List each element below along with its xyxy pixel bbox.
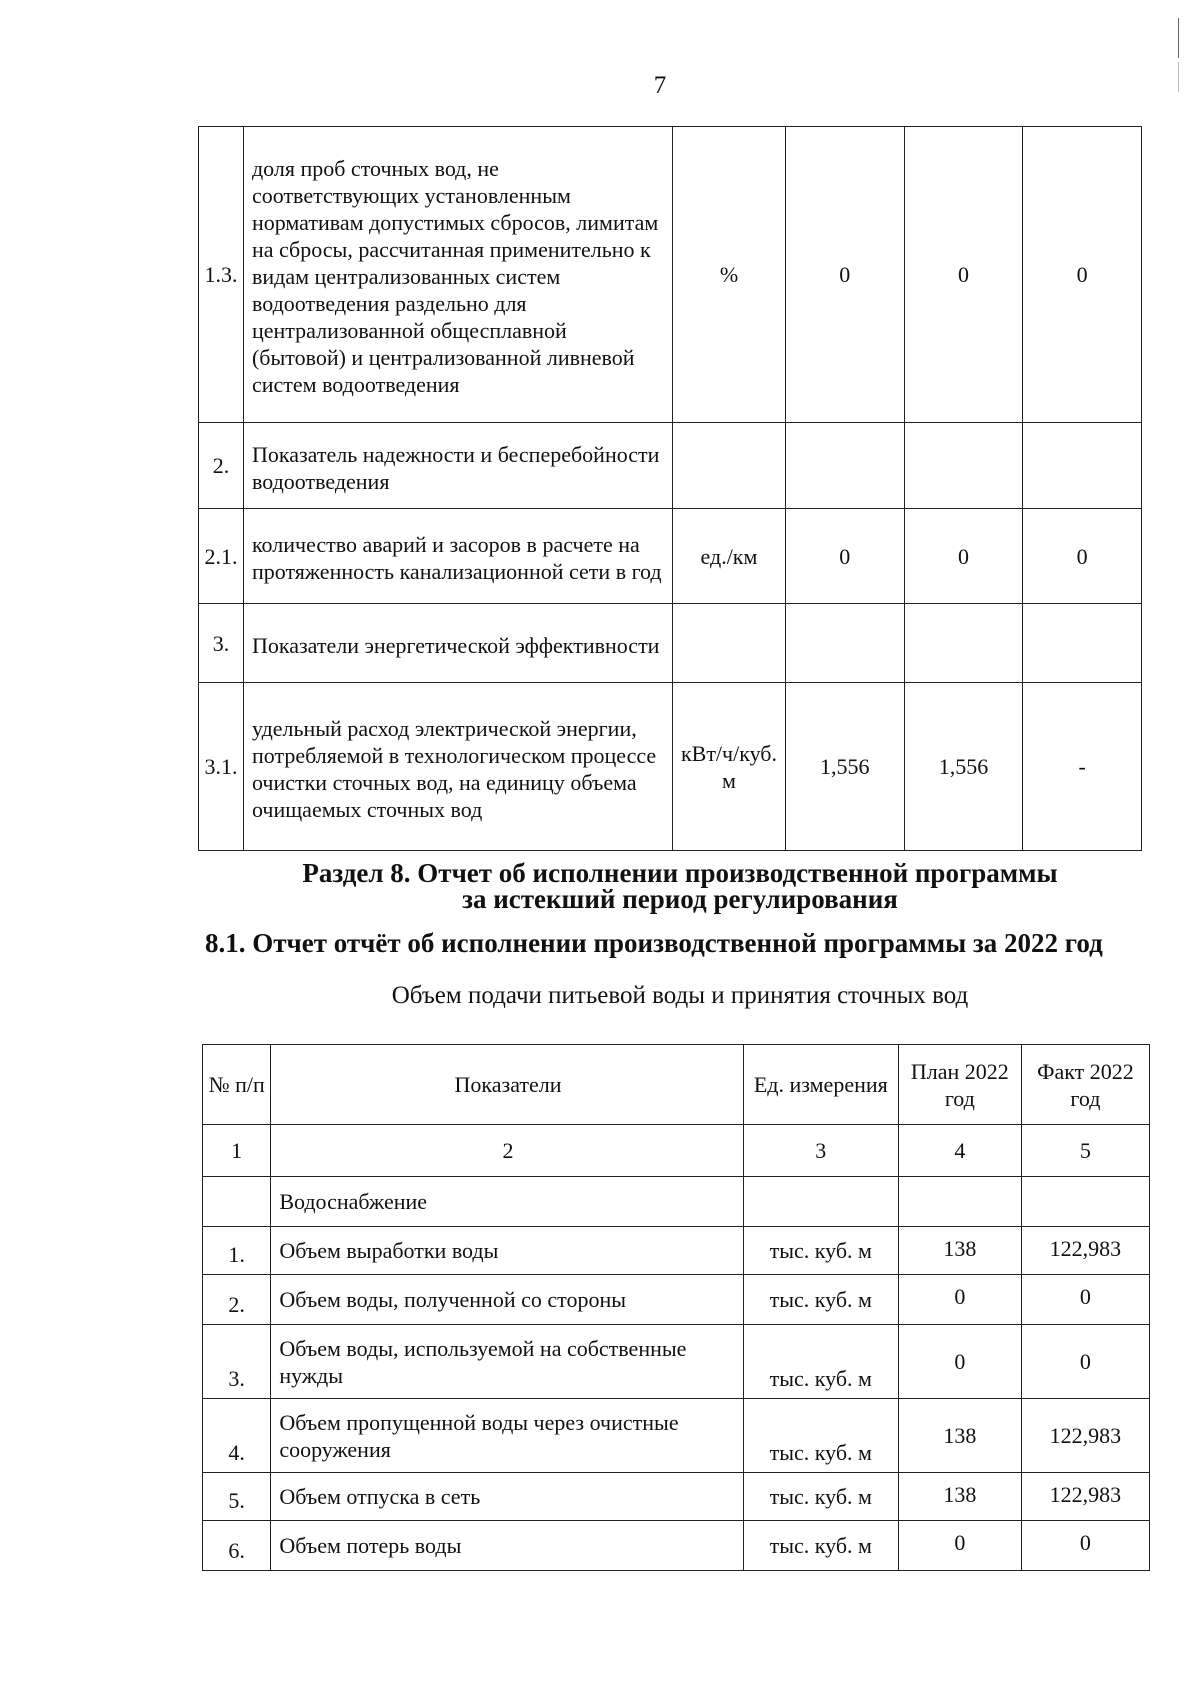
row-number: 3. (199, 604, 244, 683)
row-number: 1. (203, 1227, 271, 1275)
row-number: 2. (199, 423, 244, 509)
row-number: 3. (203, 1325, 271, 1399)
section-title-line-2: за истекший период регулирования (462, 884, 898, 914)
empty-cell (743, 1177, 898, 1227)
row-value-2: 1,556 (904, 683, 1023, 851)
row-indicator: Объем пропущенной воды через очистные сооружения (271, 1399, 743, 1473)
row-fact: 122,983 (1021, 1399, 1149, 1473)
row-value-3: 0 (1023, 127, 1142, 423)
column-number-row (203, 1125, 1150, 1177)
header-plan: План 2022 год (898, 1045, 1021, 1125)
row-unit: тыс. куб. м (743, 1399, 898, 1473)
row-value-3 (1023, 604, 1142, 683)
section-row (203, 1177, 1150, 1227)
row-value-1: 1,556 (785, 683, 904, 851)
row-value-2: 0 (904, 509, 1023, 604)
row-unit: кВт/ч/куб. м (673, 683, 786, 851)
row-number: 3.1. (199, 683, 244, 851)
row-value-1: 0 (785, 509, 904, 604)
header-indicators: Показатели (271, 1045, 743, 1125)
row-fact: 122,983 (1021, 1473, 1149, 1521)
section-title-line-1: Раздел 8. Отчет об исполнении производственной программы (302, 858, 1058, 888)
row-plan: 0 (898, 1275, 1021, 1325)
scan-edge-mark (1178, 18, 1179, 58)
table-row (203, 1473, 1150, 1521)
table-row (199, 509, 1142, 604)
table-row (203, 1227, 1150, 1275)
row-unit: тыс. куб. м (743, 1473, 898, 1521)
row-unit (673, 423, 786, 509)
row-fact: 0 (1021, 1521, 1149, 1571)
table-header-row (203, 1045, 1150, 1125)
section-row-label: Водоснабжение (271, 1177, 743, 1227)
indicators-table (198, 126, 1142, 851)
row-indicator: Объем потерь воды (271, 1521, 743, 1571)
row-unit: % (673, 127, 786, 423)
empty-cell (203, 1177, 271, 1227)
row-number: 6. (203, 1521, 271, 1571)
table-row (199, 604, 1142, 683)
row-unit: тыс. куб. м (743, 1325, 898, 1399)
header-unit: Ед. измерения (743, 1045, 898, 1125)
table-row (203, 1325, 1150, 1399)
row-fact: 0 (1021, 1275, 1149, 1325)
row-unit: тыс. куб. м (743, 1275, 898, 1325)
row-plan: 138 (898, 1227, 1021, 1275)
row-number: 1.3. (199, 127, 244, 423)
row-number: 2.1. (199, 509, 244, 604)
row-value-3 (1023, 423, 1142, 509)
page-number: 7 (653, 72, 667, 99)
row-description: удельный расход электрической энергии, потребляемой в технологическом процессе очистки сточных вод, на единицу объема очищаемых сточных вод (243, 683, 672, 851)
header-fact: Факт 2022 год (1021, 1045, 1149, 1125)
column-number: 3 (743, 1125, 898, 1177)
empty-cell (898, 1177, 1021, 1227)
row-unit: тыс. куб. м (743, 1227, 898, 1275)
column-number: 5 (1021, 1125, 1149, 1177)
row-description: Показатель надежности и бесперебойности водоотведения (243, 423, 672, 509)
table-row (199, 683, 1142, 851)
column-number: 2 (271, 1125, 743, 1177)
subsection-title: 8.1. Отчет отчёт об исполнении производственной программы за 2022 год (205, 928, 1103, 958)
row-plan: 0 (898, 1521, 1021, 1571)
row-value-2 (904, 604, 1023, 683)
table-row (203, 1275, 1150, 1325)
row-fact: 122,983 (1021, 1227, 1149, 1275)
row-value-2: 0 (904, 127, 1023, 423)
row-value-2 (904, 423, 1023, 509)
table-row (203, 1399, 1150, 1473)
table-row (199, 127, 1142, 423)
empty-cell (1021, 1177, 1149, 1227)
row-number: 5. (203, 1473, 271, 1521)
row-plan: 138 (898, 1399, 1021, 1473)
column-number: 4 (898, 1125, 1021, 1177)
row-plan: 0 (898, 1325, 1021, 1399)
row-indicator: Объем выработки воды (271, 1227, 743, 1275)
section-title (0, 860, 1200, 912)
row-description: Показатели энергетической эффективности (243, 604, 672, 683)
row-unit (673, 604, 786, 683)
row-value-1: 0 (785, 127, 904, 423)
row-fact: 0 (1021, 1325, 1149, 1399)
row-indicator: Объем воды, используемой на собственные нужды (271, 1325, 743, 1399)
row-number: 4. (203, 1399, 271, 1473)
row-value-1 (785, 604, 904, 683)
row-value-1 (785, 423, 904, 509)
column-number: 1 (203, 1125, 271, 1177)
row-indicator: Объем воды, полученной со стороны (271, 1275, 743, 1325)
row-unit: ед./км (673, 509, 786, 604)
row-unit: тыс. куб. м (743, 1521, 898, 1571)
table-caption: Объем подачи питьевой воды и принятия сточных вод (391, 982, 969, 1009)
row-number: 2. (203, 1275, 271, 1325)
row-description: количество аварий и засоров в расчете на протяженность канализационной сети в год (243, 509, 672, 604)
header-number: № п/п (203, 1045, 271, 1125)
row-value-3: - (1023, 683, 1142, 851)
row-description: доля проб сточных вод, не соответствующих установленным нормативам допустимых сбросов, лимитам на сбросы, рассчитанная применительно к видам централизованных систем водоотведения раздельно для централизованной общесплавной (бытовой) и централизованной ливневой систем водоотведения (243, 127, 672, 423)
row-plan: 138 (898, 1473, 1021, 1521)
row-indicator: Объем отпуска в сеть (271, 1473, 743, 1521)
table-row (203, 1521, 1150, 1571)
table-row (199, 423, 1142, 509)
water-volume-table (202, 1044, 1150, 1571)
row-value-3: 0 (1023, 509, 1142, 604)
